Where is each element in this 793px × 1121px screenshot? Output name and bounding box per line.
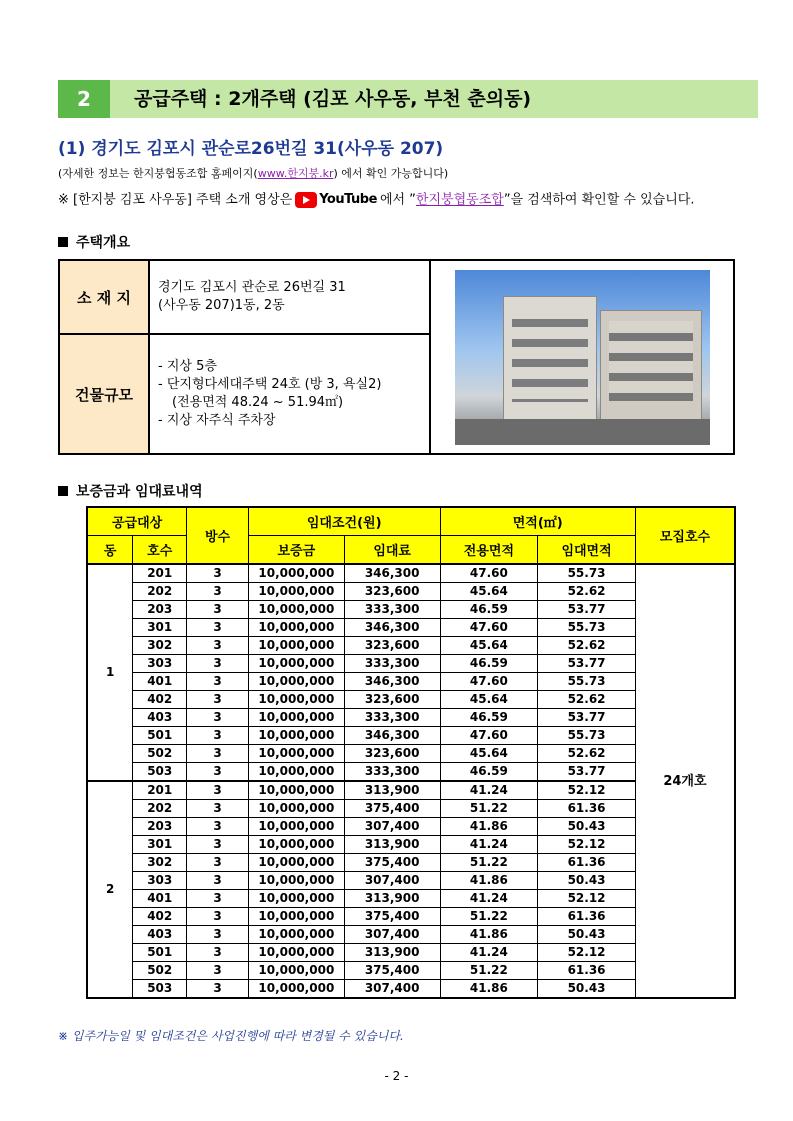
deposit-cell: 10,000,000 (248, 583, 344, 601)
unit-cell: 202 (133, 800, 187, 818)
rent-condition-header: 임대조건(원) (248, 507, 440, 536)
unit-cell: 403 (133, 709, 187, 727)
overview-section-title (58, 232, 130, 252)
rent-cell: 307,400 (344, 872, 440, 890)
rooms-cell: 3 (187, 944, 249, 962)
rent-cell: 307,400 (344, 980, 440, 999)
youtube-note-middle: 에서 ” (379, 192, 416, 208)
exclusive-area-cell: 41.24 (440, 781, 538, 800)
rent-cell: 375,400 (344, 908, 440, 926)
unit-cell: 401 (133, 673, 187, 691)
rent-cell: 375,400 (344, 854, 440, 872)
leased-area-cell: 52.12 (538, 890, 636, 908)
scale-line: - 지상 5층 (158, 359, 217, 374)
leased-area-cell: 52.12 (538, 836, 636, 854)
exclusive-area-cell: 46.59 (440, 763, 538, 782)
leased-area-cell: 52.62 (538, 691, 636, 709)
rent-section-title (58, 481, 203, 501)
unit-cell: 301 (133, 619, 187, 637)
rooms-cell: 3 (187, 854, 249, 872)
exclusive-area-cell: 41.24 (440, 890, 538, 908)
scale-line: - 단지형다세대주택 24호 (방 3, 욕실2) (158, 377, 382, 392)
rent-cell: 346,300 (344, 673, 440, 691)
rooms-cell: 3 (187, 709, 249, 727)
exclusive-area-cell: 41.86 (440, 818, 538, 836)
leased-area-header: 임대면적 (538, 536, 636, 565)
property-heading: (1) 경기도 김포시 관순로26번길 31(사우동 207) (58, 139, 444, 159)
deposit-cell: 10,000,000 (248, 763, 344, 782)
deposit-cell: 10,000,000 (248, 818, 344, 836)
deposit-cell: 10,000,000 (248, 836, 344, 854)
dong-cell: 2 (87, 781, 133, 998)
unit-cell: 401 (133, 890, 187, 908)
unit-cell: 203 (133, 601, 187, 619)
leased-area-cell: 55.73 (538, 564, 636, 583)
rent-cell: 333,300 (344, 763, 440, 782)
exclusive-area-cell: 51.22 (440, 800, 538, 818)
leased-area-cell: 53.77 (538, 709, 636, 727)
unit-cell: 302 (133, 637, 187, 655)
rooms-cell: 3 (187, 637, 249, 655)
leased-area-cell: 55.73 (538, 619, 636, 637)
deposit-cell: 10,000,000 (248, 601, 344, 619)
exclusive-area-cell: 47.60 (440, 673, 538, 691)
rent-table (86, 506, 736, 999)
deposit-cell: 10,000,000 (248, 944, 344, 962)
rooms-cell: 3 (187, 926, 249, 944)
unit-cell: 501 (133, 727, 187, 745)
leased-area-cell: 61.36 (538, 962, 636, 980)
rent-cell: 375,400 (344, 800, 440, 818)
rooms-cell: 3 (187, 601, 249, 619)
rooms-cell: 3 (187, 583, 249, 601)
youtube-wordmark: YouTube (319, 192, 377, 207)
exclusive-area-header: 전용면적 (440, 536, 538, 565)
exclusive-area-cell: 45.64 (440, 745, 538, 763)
building-image-part (503, 296, 597, 423)
overview-table (58, 259, 735, 455)
recruit-header: 모집호수 (635, 507, 735, 564)
deposit-cell: 10,000,000 (248, 673, 344, 691)
rent-cell: 313,900 (344, 944, 440, 962)
rent-cell: 346,300 (344, 727, 440, 745)
square-bullet-icon (58, 486, 68, 496)
exclusive-area-cell: 41.24 (440, 836, 538, 854)
deposit-cell: 10,000,000 (248, 691, 344, 709)
building-photo (455, 270, 710, 445)
exclusive-area-cell: 46.59 (440, 709, 538, 727)
rooms-cell: 3 (187, 763, 249, 782)
leased-area-cell: 53.77 (538, 655, 636, 673)
exclusive-area-cell: 45.64 (440, 637, 538, 655)
rent-header: 임대료 (344, 536, 440, 565)
info-note-suffix: ) 에서 확인 가능합니다) (333, 167, 449, 180)
leased-area-cell: 61.36 (538, 800, 636, 818)
exclusive-area-cell: 41.86 (440, 926, 538, 944)
exclusive-area-cell: 51.22 (440, 962, 538, 980)
deposit-cell: 10,000,000 (248, 781, 344, 800)
deposit-cell: 10,000,000 (248, 655, 344, 673)
rent-cell: 323,600 (344, 583, 440, 601)
youtube-logo (295, 192, 377, 208)
deposit-cell: 10,000,000 (248, 800, 344, 818)
dong-header: 동 (87, 536, 133, 565)
rooms-cell: 3 (187, 962, 249, 980)
leased-area-cell: 50.43 (538, 818, 636, 836)
location-line: 경기도 김포시 관순로 26번길 31 (158, 280, 346, 295)
rooms-cell: 3 (187, 745, 249, 763)
deposit-cell: 10,000,000 (248, 872, 344, 890)
square-bullet-icon (58, 237, 68, 247)
location-value (149, 260, 430, 334)
deposit-cell: 10,000,000 (248, 745, 344, 763)
rooms-cell: 3 (187, 800, 249, 818)
exclusive-area-cell: 41.86 (440, 980, 538, 999)
table-row (87, 564, 735, 583)
leased-area-cell: 50.43 (538, 980, 636, 999)
leased-area-cell: 50.43 (538, 926, 636, 944)
leased-area-cell: 55.73 (538, 673, 636, 691)
unit-cell: 303 (133, 872, 187, 890)
leased-area-cell: 52.12 (538, 944, 636, 962)
section-number: 2 (58, 80, 110, 118)
rooms-cell: 3 (187, 673, 249, 691)
leased-area-cell: 61.36 (538, 908, 636, 926)
rooms-cell: 3 (187, 818, 249, 836)
youtube-play-icon (295, 192, 317, 208)
rooms-cell: 3 (187, 619, 249, 637)
deposit-cell: 10,000,000 (248, 926, 344, 944)
section-title: 공급주택 : 2개주택 (김포 사우동, 부천 춘의동) (134, 88, 532, 110)
deposit-cell: 10,000,000 (248, 709, 344, 727)
unit-cell: 402 (133, 908, 187, 926)
unit-cell: 503 (133, 980, 187, 999)
rent-cell: 307,400 (344, 926, 440, 944)
rent-cell: 375,400 (344, 962, 440, 980)
location-label: 소 재 지 (59, 260, 149, 334)
deposit-cell: 10,000,000 (248, 890, 344, 908)
unit-cell: 502 (133, 745, 187, 763)
deposit-cell: 10,000,000 (248, 727, 344, 745)
unit-cell: 502 (133, 962, 187, 980)
page-number: - 2 - (384, 1069, 409, 1083)
exclusive-area-cell: 47.60 (440, 619, 538, 637)
rooms-cell: 3 (187, 872, 249, 890)
section-banner (58, 80, 758, 118)
exclusive-area-cell: 45.64 (440, 583, 538, 601)
unit-cell: 503 (133, 763, 187, 782)
area-header: 면적(㎡) (440, 507, 635, 536)
unit-cell: 201 (133, 781, 187, 800)
building-photo-cell (430, 260, 734, 454)
deposit-cell: 10,000,000 (248, 908, 344, 926)
exclusive-area-cell: 41.86 (440, 872, 538, 890)
rooms-cell: 3 (187, 727, 249, 745)
road-image-part (455, 419, 710, 445)
deposit-cell: 10,000,000 (248, 854, 344, 872)
exclusive-area-cell: 51.22 (440, 854, 538, 872)
rent-cell: 313,900 (344, 836, 440, 854)
dong-cell: 1 (87, 564, 133, 781)
exclusive-area-cell: 46.59 (440, 601, 538, 619)
rent-cell: 333,300 (344, 709, 440, 727)
deposit-cell: 10,000,000 (248, 637, 344, 655)
rent-section-label: 보증금과 임대료내역 (76, 484, 203, 500)
rent-cell: 333,300 (344, 601, 440, 619)
rooms-header: 방수 (187, 507, 249, 564)
unit-cell: 403 (133, 926, 187, 944)
unit-cell: 203 (133, 818, 187, 836)
rent-cell: 346,300 (344, 619, 440, 637)
leased-area-cell: 52.62 (538, 583, 636, 601)
info-note (58, 165, 448, 181)
scale-label: 건물규모 (59, 334, 149, 454)
rent-cell: 333,300 (344, 655, 440, 673)
leased-area-cell: 53.77 (538, 601, 636, 619)
leased-area-cell: 55.73 (538, 727, 636, 745)
scale-line: - 지상 자주식 주차장 (158, 413, 276, 428)
deposit-cell: 10,000,000 (248, 962, 344, 980)
leased-area-cell: 50.43 (538, 872, 636, 890)
leased-area-cell: 53.77 (538, 763, 636, 782)
rent-cell: 323,600 (344, 691, 440, 709)
unit-cell: 201 (133, 564, 187, 583)
rooms-cell: 3 (187, 691, 249, 709)
leased-area-cell: 52.12 (538, 781, 636, 800)
rooms-cell: 3 (187, 781, 249, 800)
rent-cell: 313,900 (344, 781, 440, 800)
rent-cell: 323,600 (344, 745, 440, 763)
deposit-cell: 10,000,000 (248, 980, 344, 999)
leased-area-cell: 52.62 (538, 745, 636, 763)
rooms-cell: 3 (187, 564, 249, 583)
rent-cell: 313,900 (344, 890, 440, 908)
exclusive-area-cell: 45.64 (440, 691, 538, 709)
rent-cell: 323,600 (344, 637, 440, 655)
rooms-cell: 3 (187, 890, 249, 908)
youtube-note (58, 192, 748, 209)
location-line: (사우동 207)1동, 2동 (158, 298, 285, 313)
exclusive-area-cell: 51.22 (440, 908, 538, 926)
exclusive-area-cell: 47.60 (440, 564, 538, 583)
youtube-note-suffix: ”을 검색하여 확인할 수 있습니다. (503, 192, 695, 208)
unit-cell: 303 (133, 655, 187, 673)
exclusive-area-cell: 47.60 (440, 727, 538, 745)
deposit-cell: 10,000,000 (248, 619, 344, 637)
leased-area-cell: 61.36 (538, 854, 636, 872)
search-term-link[interactable]: 한지붕협동조합 (415, 192, 504, 208)
building-image-part (600, 310, 702, 422)
scale-value (149, 334, 430, 454)
exclusive-area-cell: 46.59 (440, 655, 538, 673)
scale-line: (전용면적 48.24 ~ 51.94㎡) (172, 395, 344, 410)
rooms-cell: 3 (187, 655, 249, 673)
leased-area-cell: 52.62 (538, 637, 636, 655)
deposit-cell: 10,000,000 (248, 564, 344, 583)
rent-cell: 307,400 (344, 818, 440, 836)
unit-cell: 302 (133, 854, 187, 872)
unit-cell: 501 (133, 944, 187, 962)
rent-cell: 346,300 (344, 564, 440, 583)
unit-cell: 402 (133, 691, 187, 709)
unit-cell: 202 (133, 583, 187, 601)
rooms-cell: 3 (187, 980, 249, 999)
overview-section-label: 주택개요 (76, 235, 131, 251)
rooms-cell: 3 (187, 908, 249, 926)
rooms-cell: 3 (187, 836, 249, 854)
homepage-link[interactable]: www.한지붕.kr (257, 167, 334, 180)
youtube-note-prefix: ※ [한지붕 김포 사우동] 주택 소개 영상은 (58, 192, 293, 208)
total-units-cell: 24개호 (635, 564, 735, 998)
supply-header: 공급대상 (87, 507, 187, 536)
info-note-prefix: (자세한 정보는 한지붕협동조합 홈페이지( (58, 167, 258, 180)
exclusive-area-cell: 41.24 (440, 944, 538, 962)
footnote: ※ 입주가능일 및 임대조건은 사업진행에 따라 변경될 수 있습니다. (58, 1029, 404, 1043)
unit-header: 호수 (133, 536, 187, 565)
deposit-header: 보증금 (248, 536, 344, 565)
unit-cell: 301 (133, 836, 187, 854)
